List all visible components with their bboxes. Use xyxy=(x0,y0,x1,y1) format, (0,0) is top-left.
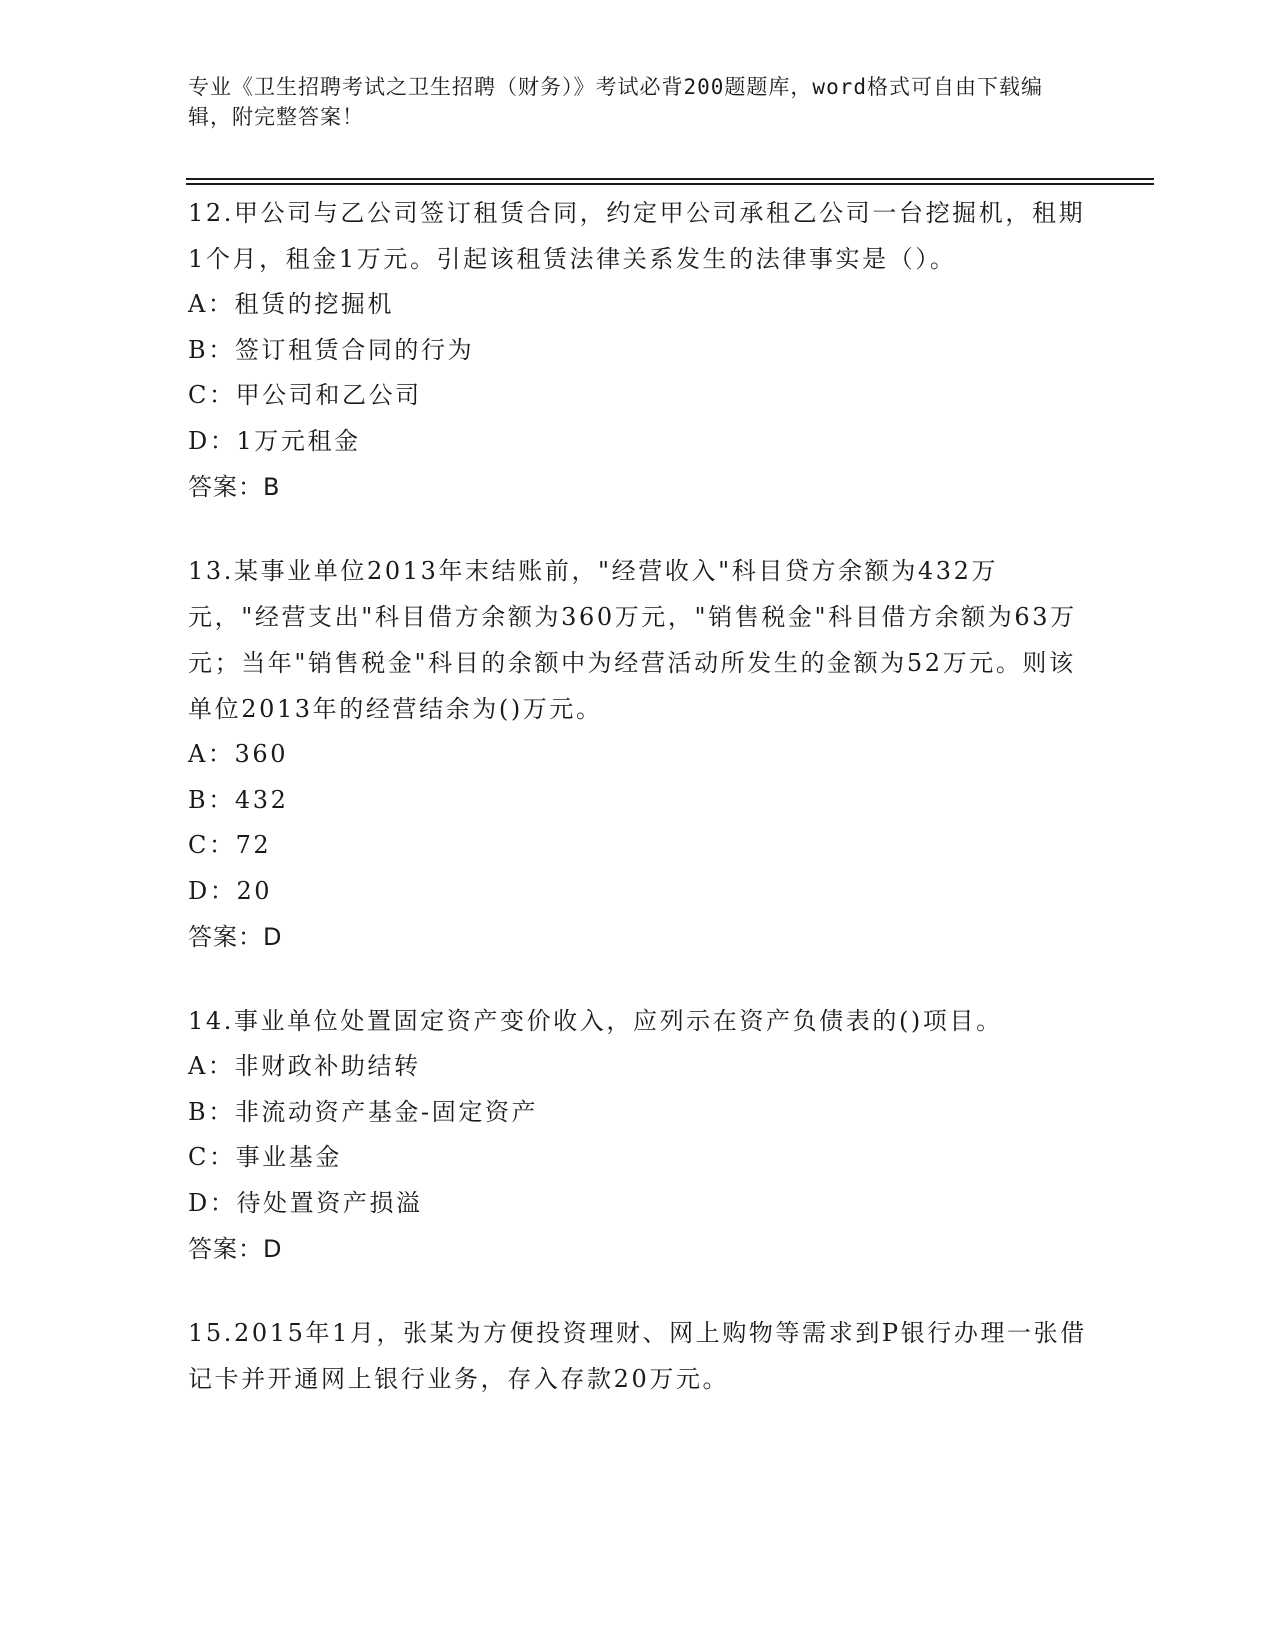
option-c: C：72 xyxy=(188,831,272,859)
option-d: D：20 xyxy=(188,876,273,905)
question-stem: 13.某事业单位2013年末结账前，"经营收入"科目贷方余额为432万元，"经营支出"科目借方余额为360万元，"销售税金"科目借方余额为63万元；当年"销售税金"科目的余额中为经营活动所发生的金额为52万元。则该单位2013年的经营结余为()万元。 xyxy=(188,557,1077,723)
question-stem: 15.2015年1月，张某为方便投资理财、网上购物等需求到P银行办理一张借记卡并开通网上银行业务，存入存款20万元。 xyxy=(188,1319,1087,1393)
option-c: C：甲公司和乙公司 xyxy=(188,381,422,409)
option-a: A：360 xyxy=(188,740,289,768)
question-13 xyxy=(188,548,1088,960)
option-b: B：非流动资产基金-固定资产 xyxy=(188,1097,539,1126)
question-15 xyxy=(188,1310,1088,1402)
option-d: D：1万元租金 xyxy=(188,426,361,455)
answer-label: 答案：D xyxy=(188,923,283,951)
header-divider-top xyxy=(186,178,1154,180)
option-b: B：432 xyxy=(188,785,289,814)
option-b: B：签订租赁合同的行为 xyxy=(188,335,475,364)
option-a: A：非财政补助结转 xyxy=(188,1052,421,1080)
answer-label: 答案：B xyxy=(188,473,281,501)
option-a: A：租赁的挖掘机 xyxy=(188,290,395,318)
question-list xyxy=(188,190,1088,1440)
question-14 xyxy=(188,998,1088,1272)
answer-label: 答案：D xyxy=(188,1235,283,1263)
option-c: C：事业基金 xyxy=(188,1143,342,1171)
header-divider-bottom xyxy=(186,183,1154,185)
document-header: 专业《卫生招聘考试之卫生招聘（财务）》考试必背200题题库，word格式可自由下载编辑，附完整答案！ xyxy=(188,75,1043,129)
question-stem: 14.事业单位处置固定资产变价收入，应列示在资产负债表的()项目。 xyxy=(188,1007,1003,1035)
question-stem: 12.甲公司与乙公司签订租赁合同，约定甲公司承租乙公司一台挖掘机，租期1个月，租金1万元。引起该租赁法律关系发生的法律事实是（）。 xyxy=(188,199,1086,273)
question-12 xyxy=(188,190,1088,510)
option-d: D：待处置资产损溢 xyxy=(188,1188,423,1217)
